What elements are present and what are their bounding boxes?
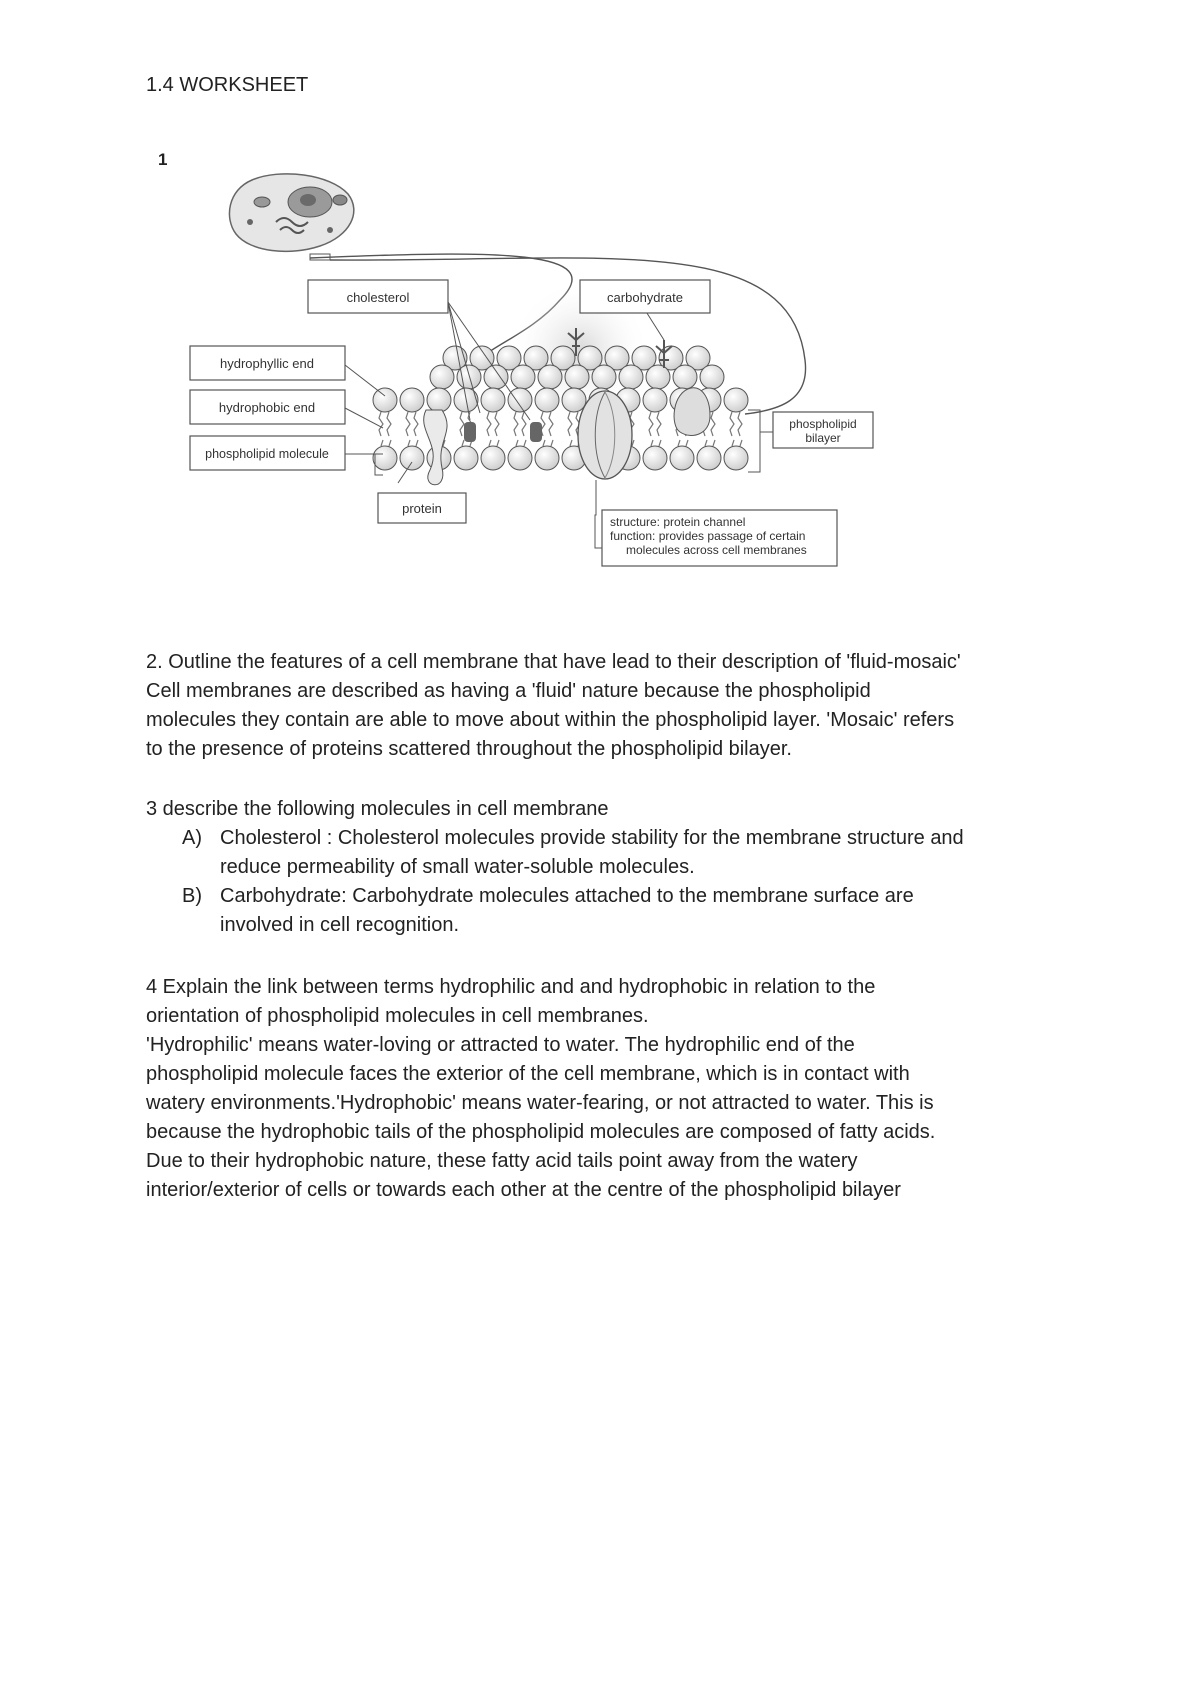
q2-line: 2. Outline the features of a cell membrane that have lead to their description of 'fluid-mosaic': [146, 651, 961, 673]
q2-line: to the presence of proteins scattered throughout the phospholipid bilayer.: [146, 738, 792, 760]
q3-item-a-line: Cholesterol : Cholesterol molecules provide stability for the membrane structure and: [220, 827, 964, 849]
q3-item-b-line: Carbohydrate: Carbohydrate molecules attached to the membrane surface are: [220, 885, 914, 907]
q3-item-a: [146, 824, 1066, 882]
label-channel-function: function: provides passage of certain: [610, 529, 806, 543]
q4-line: because the hydrophobic tails of the phospholipid molecules are composed of fatty acids.: [146, 1121, 936, 1143]
question-3: [146, 795, 1066, 940]
q2-line: molecules they contain are able to move about within the phospholipid layer. 'Mosaic' refers: [146, 709, 955, 731]
q3-item-a-line: reduce permeability of small water-soluble molecules.: [220, 856, 695, 878]
question-1-number: 1: [158, 150, 168, 169]
q3-item-a-marker: A): [182, 827, 202, 849]
label-protein: protein: [402, 501, 442, 516]
q4-line: interior/exterior of cells or towards each other at the centre of the phospholipid bilayer: [146, 1179, 901, 1201]
q3-item-b-marker: B): [182, 885, 202, 907]
label-bilayer-line2: bilayer: [805, 431, 841, 445]
q2-line: Cell membranes are described as having a 'fluid' nature because the phospholipid: [146, 680, 871, 702]
label-carbohydrate: carbohydrate: [607, 290, 683, 305]
q4-line: 4 Explain the link between terms hydrophilic and and hydrophobic in relation to the: [146, 976, 876, 998]
q4-line: orientation of phospholipid molecules in cell membranes.: [146, 1005, 649, 1027]
label-bilayer-line1: phospholipid: [789, 417, 857, 431]
label-hydrophobic-end: hydrophobic end: [218, 400, 316, 415]
q4-line: Due to their hydrophobic nature, these fatty acid tails point away from the watery: [146, 1150, 858, 1172]
worksheet-title: 1.4 WORKSHEET: [146, 74, 309, 96]
q3-item-b-line: involved in cell recognition.: [220, 914, 460, 936]
label-channel-structure: structure: protein channel: [610, 515, 746, 529]
q4-line: 'Hydrophilic' means water-loving or attracted to water. The hydrophilic end of the: [146, 1034, 855, 1056]
q4-line: watery environments.'Hydrophobic' means water-fearing, or not attracted to water. This is: [146, 1092, 934, 1114]
label-channel-function-cont: molecules across cell membranes: [626, 543, 807, 557]
label-phospholipid-molecule: phospholipid molecule: [205, 447, 329, 461]
question-2: [146, 648, 1066, 764]
question-4: [146, 973, 1066, 1205]
cell-membrane-diagram: [180, 170, 960, 610]
q3-item-b: [146, 882, 1066, 940]
label-cholesterol: cholesterol: [346, 290, 410, 305]
label-hydrophilic-end: hydrophyllic end: [220, 356, 314, 371]
q4-line: phospholipid molecule faces the exterior of the cell membrane, which is in contact with: [146, 1063, 910, 1085]
animal-cell-icon: [229, 174, 353, 260]
q3-prompt: 3 describe the following molecules in cell membrane: [146, 798, 609, 820]
